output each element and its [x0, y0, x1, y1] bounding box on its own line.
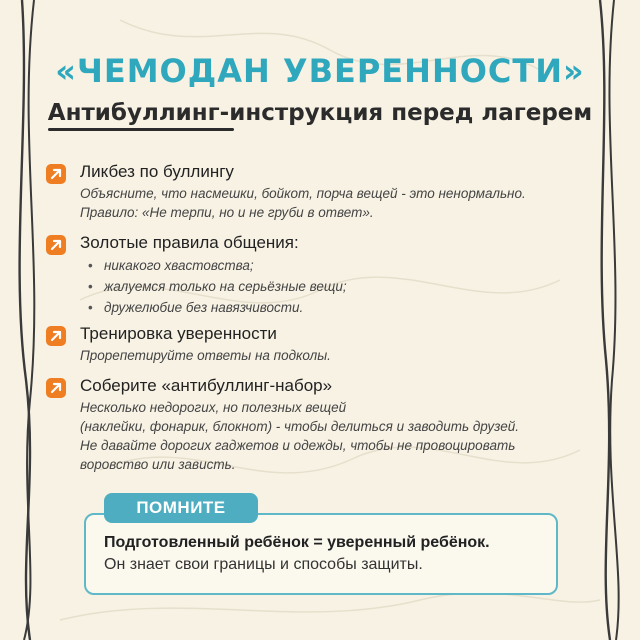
item-description: Несколько недорогих, но полезных вещей (наклейки, фонарик, блокнот) - чтобы делиться и заводить друзей. Не давайте дорогих гаджетов и одежды, чтобы не провоцировать воровство или зависть.: [80, 400, 520, 472]
rule-item: • никакого хвастовства;: [88, 255, 347, 276]
arrow-up-right-icon: [46, 326, 66, 346]
note-headline: Подготовленный ребёнок = уверенный ребёнок.: [104, 534, 490, 551]
subtitle-underline: [48, 128, 234, 131]
item-title: Соберите «антибуллинг-набор»: [80, 376, 333, 395]
rules-list: [88, 255, 347, 318]
page-subtitle: Антибуллинг-инструкция перед лагерем: [47, 100, 593, 126]
item-title: Ликбез по буллингу: [80, 162, 234, 181]
item-title: Золотые правила общения:: [80, 233, 299, 252]
rule-item: • жалуемся только на серьёзные вещи;: [88, 276, 347, 297]
remember-badge: ПОМНИТЕ: [104, 493, 258, 523]
page-title: «ЧЕМОДАН УВЕРЕННОСТИ»: [55, 52, 585, 90]
item-description: Объясните, что насмешки, бойкот, порча вещей - это ненормально. Правило: «Не терпи, но и не груби в ответ».: [80, 186, 526, 220]
arrow-up-right-icon: [46, 164, 66, 184]
note-text: Он знает свои границы и способы защиты.: [104, 556, 423, 573]
remember-note-box: [84, 513, 558, 595]
rule-item: • дружелюбие без навязчивости.: [88, 297, 347, 318]
item-title: Тренировка уверенности: [80, 324, 277, 343]
arrow-up-right-icon: [46, 235, 66, 255]
arrow-up-right-icon: [46, 378, 66, 398]
item-description: Прорепетируйте ответы на подколы.: [80, 348, 331, 363]
